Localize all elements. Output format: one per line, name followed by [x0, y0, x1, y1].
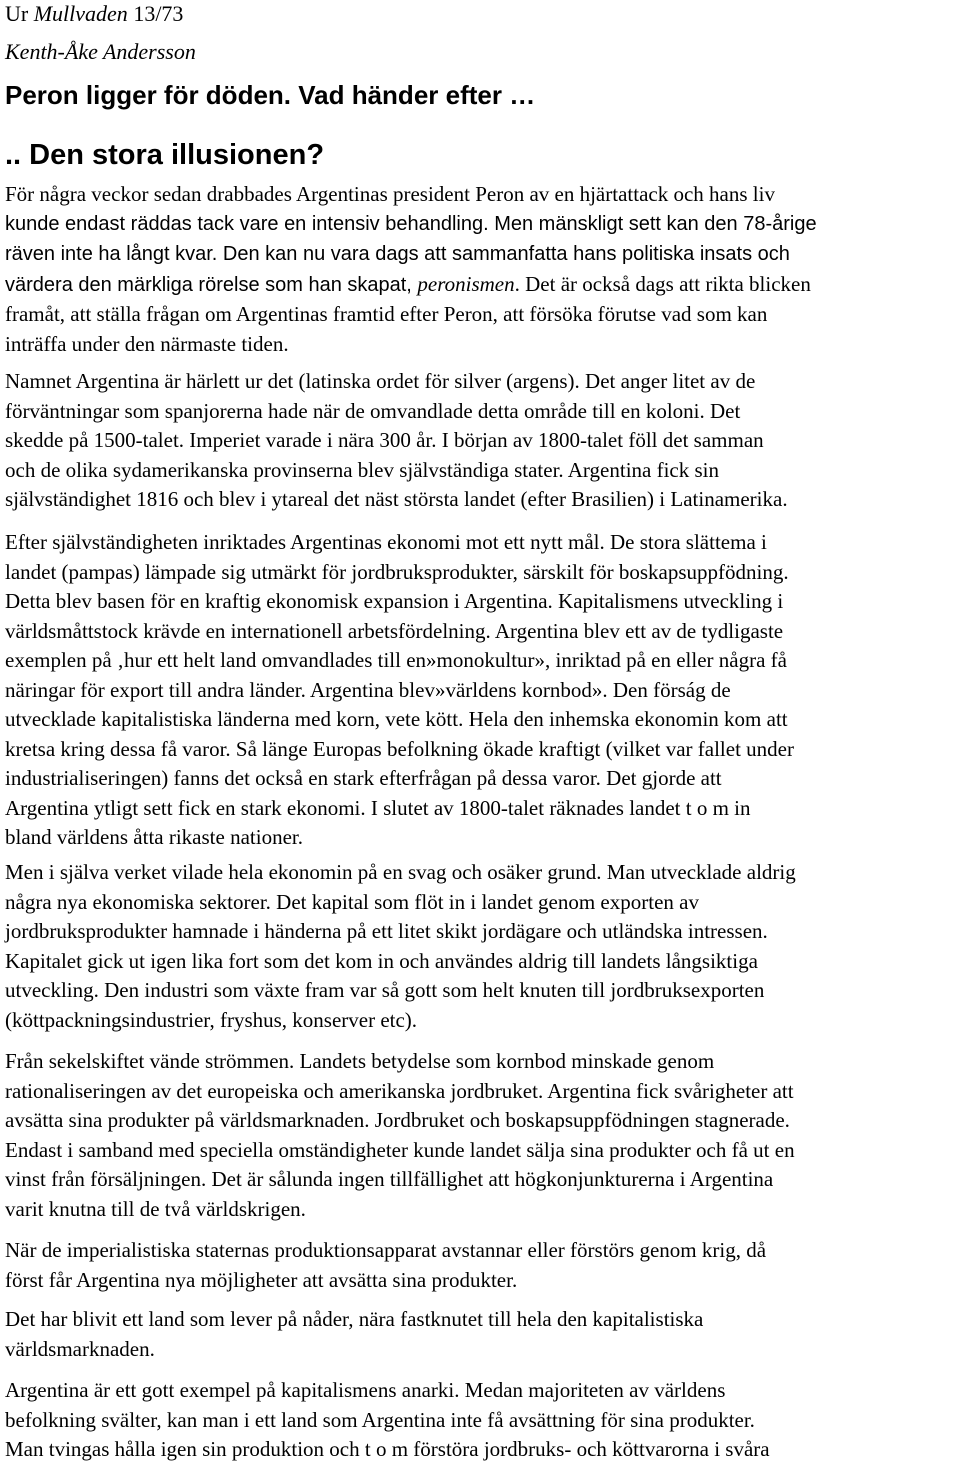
paragraph-line: Det har blivit ett land som lever på nåder, nära fastknutet till hela den kapitalistiska: [5, 1307, 704, 1331]
paragraph-line: Endast i samband med speciella omständigheter kunde landet sälja sina produkter och få ut en: [5, 1137, 795, 1162]
paragraph-line: [5, 270, 955, 301]
paragraph-line: självständighet 1816 och blev i ytareal det näst största landet (efter Brasilien) i Latinamerika.: [5, 487, 788, 511]
paragraph-line: framåt, att ställa frågan om Argentinas framtid efter Peron, att försöka förutse vad som kan: [5, 302, 768, 326]
paragraph-5: [5, 1047, 955, 1224]
paragraph-line: Efter självständigheten inriktades Argentinas ekonomi mot ett nytt mål. De stora slättema i: [5, 530, 767, 554]
paragraph-line: Detta blev basen för en kraftig ekonomisk expansion i Argentina. Kapitalismens utveckling i: [5, 589, 784, 613]
paragraph-line-segment: . Det är också dags att rikta blicken: [514, 271, 811, 296]
paragraph-line: kretsa kring dessa få varor. Så länge Europas befolkning ökade kraftigt (vilket var fallet under: [5, 736, 794, 761]
paragraph-4: [5, 858, 955, 1035]
paragraph-line: Från sekelskiftet vände strömmen. Landets betydelse som kornbod minskade genom: [5, 1049, 715, 1073]
paragraph-line-segment: räven inte ha långt kvar. Den kan nu vara dags att sammanfatta hans politiska insats och: [5, 243, 790, 265]
paragraph-line: skedde på 1500-talet. Imperiet varade i nära 300 år. I början av 1800-talet föll det samman: [5, 428, 764, 452]
paragraph-line: Namnet Argentina är härlett ur det (latinska ordet för silver (argens). Det anger litet av de: [5, 369, 756, 393]
paragraph-line: landet (pampas) lämpade sig utmärkt för jordbruksprodukter, särskilt för boskapsuppfödning.: [5, 559, 789, 584]
paragraph-line: och de olika sydamerikanska provinserna blev självständiga stater. Argentina fick sin: [5, 457, 720, 482]
paragraph-6: [5, 1236, 955, 1295]
paragraph-line: exemplen på ‚hur ett helt land omvandlades till en»monokultur», inriktad på en eller några få: [5, 648, 787, 672]
issue-number: 13/73: [127, 1, 184, 26]
paragraph-3: [5, 528, 955, 853]
paragraph-line: avsätta sina produkter på världsmarknaden. Jordbruket och boskapsuppfödningen stagnerade.: [5, 1108, 790, 1132]
source-prefix: Ur: [5, 1, 34, 26]
paragraph-line: Man tvingas hålla igen sin produktion och t o m förstöra jordbruks- och köttvarorna i svåra: [5, 1437, 770, 1461]
paragraph-8: [5, 1376, 955, 1465]
article-subtitle: .. Den stora illusionen?: [5, 139, 325, 171]
emphasized-term: peronismen: [417, 271, 515, 296]
source-line: [5, 2, 183, 26]
author-line: Kenth-Åke Andersson: [5, 39, 196, 64]
paragraph-line: rationaliseringen av det europeiska och amerikanska jordbruket. Argentina fick svårigheter att: [5, 1078, 794, 1103]
paragraph-line: kunde endast räddas tack vare en intensiv behandling. Men mänskligt sett kan den 78-årige: [5, 212, 817, 235]
paragraph-line: världsmarknaden.: [5, 1336, 155, 1361]
publication-name: Mullvaden: [33, 1, 128, 26]
paragraph-line: För några veckor sedan drabbades Argentinas president Peron av en hjärtattack och hans liv: [5, 182, 775, 206]
paragraph-line: förväntningar som spanjorerna hade när de omvandlade detta område till en koloni. Det: [5, 398, 741, 423]
paragraph-2: [5, 367, 955, 515]
paragraph-line: befolkning svälter, kan man i ett land som Argentina inte få avsättning för sina produkter.: [5, 1407, 755, 1432]
paragraph-line: Argentina ytligt sett fick en stark ekonomi. I slutet av 1800-talet räknades landet t o m in: [5, 795, 751, 820]
paragraph-line: När de imperialistiska staternas produktionsapparat avstannar eller förstörs genom krig, då: [5, 1238, 767, 1262]
paragraph-line: industrialiseringen) fanns det också en stark efterfrågan på dessa varor. Det gjorde att: [5, 766, 722, 790]
paragraph-line: inträffa under den närmaste tiden.: [5, 331, 289, 356]
paragraph-line: några nya ekonomiska sektorer. Det kapital som flöt in i landet genom exporten av: [5, 889, 699, 914]
paragraph-line: utvecklade kapitalistiska länderna med korn, vete kött. Hela den inhemska ekonomin kom att: [5, 707, 788, 731]
paragraph-line: Men i själva verket vilade hela ekonomin på en svag och osäker grund. Man utvecklade aldrig: [5, 860, 796, 884]
paragraph-line: [5, 239, 955, 270]
paragraph-line: världsmåttstock krävde en internationell arbetsfördelning. Argentina blev ett av de tydligaste: [5, 618, 784, 643]
article-title: Peron ligger för döden. Vad händer efter …: [5, 80, 536, 110]
paragraph-line-segment: värdera den märkliga rörelse som han skapat,: [5, 273, 418, 296]
paragraph-line: varit knutna till de två världskrigen.: [5, 1196, 306, 1221]
paragraph-1: [5, 180, 955, 359]
paragraph-line: vinst från försäljningen. Det är sålunda ingen tillfällighet att högkonjunkturerna i Argentina: [5, 1167, 774, 1191]
paragraph-line: näringar för export till andra länder. Argentina blev»världens kornbod». Den förság de: [5, 677, 731, 702]
paragraph-line: utveckling. Den industri som växte fram var så gott som helt knuten till jordbruksexporten: [5, 978, 765, 1002]
paragraph-line: jordbruksprodukter hamnade i händerna på ett litet skikt jordägare och utländska intressen.: [5, 919, 768, 943]
paragraph-line: Argentina är ett gott exempel på kapitalismens anarki. Medan majoriteten av världens: [5, 1378, 726, 1402]
paragraph-line: först får Argentina nya möjligheter att avsätta sina produkter.: [5, 1267, 518, 1292]
paragraph-line: bland världens åtta rikaste nationer.: [5, 825, 303, 849]
paragraph-line: Kapitalet gick ut igen lika fort som det kom in och användes aldrig till landets långsiktiga: [5, 948, 758, 973]
paragraph-line: (köttpackningsindustrier, fryshus, konserver etc).: [5, 1007, 418, 1032]
paragraph-7: [5, 1305, 955, 1364]
